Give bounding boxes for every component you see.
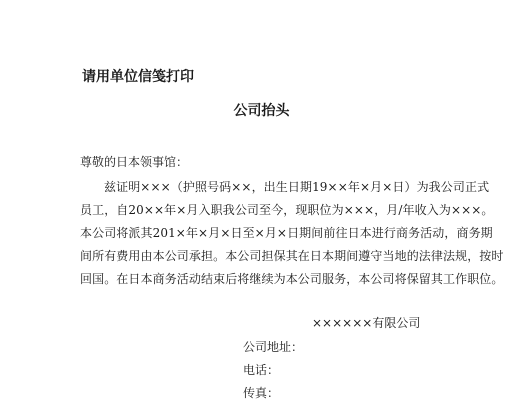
fax-label: 传真： <box>243 386 280 400</box>
body-line: 员工，自20××年×月入职我公司至今，现职位为×××，月/年收入为×××。 <box>80 203 494 217</box>
body-line: 间所有费用由本公司承担。本公司担保其在日本期间遵守当地的法律法规，按时 <box>80 249 504 263</box>
print-instruction-note: 请用单位信笺打印 <box>82 69 194 85</box>
salutation: 尊敬的日本领事馆： <box>80 155 189 169</box>
company-letterhead-title: 公司抬头 <box>233 103 290 119</box>
body-line: 本公司将派其201×年×月×日至×月×日期间前往日本进行商务活动，商务期 <box>80 226 493 240</box>
body-line: 兹证明×××（护照号码××，出生日期19××年×月×日）为我公司正式 <box>104 180 490 194</box>
company-address-label: 公司地址： <box>243 340 304 354</box>
company-name-signature: ××××××有限公司 <box>312 316 421 330</box>
body-line: 回国。在日本商务活动结束后将继续为本公司服务，本公司将保留其工作职位。 <box>80 272 504 286</box>
phone-label: 电话： <box>243 363 280 377</box>
